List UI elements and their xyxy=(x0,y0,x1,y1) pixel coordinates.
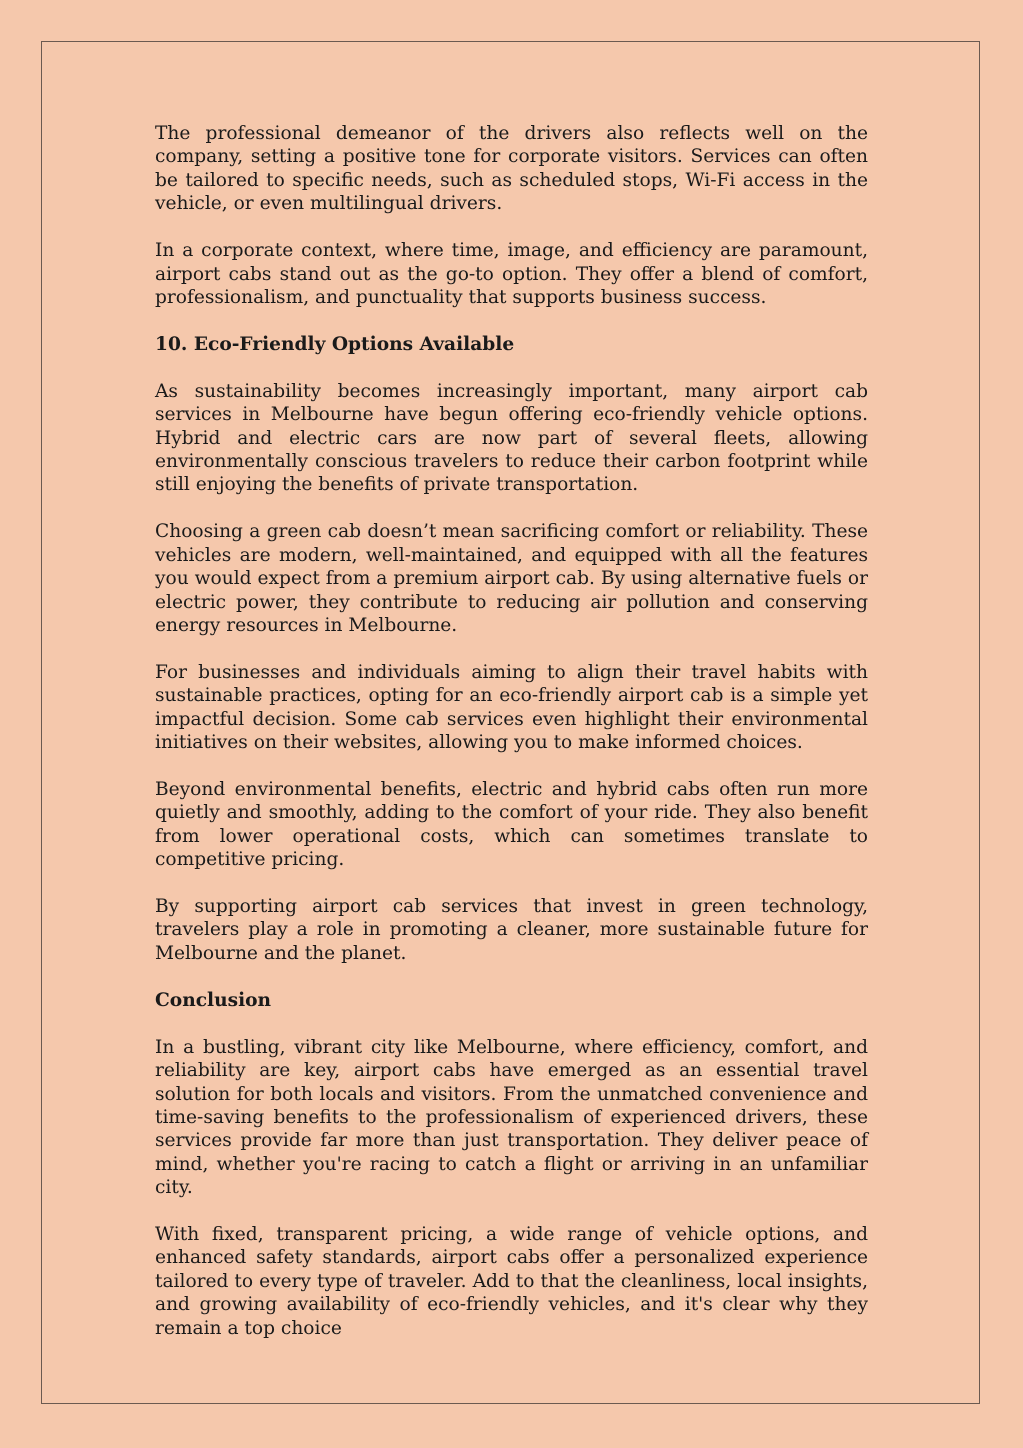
paragraph-green-technology: By supporting airport cab services that invest in green technology, travelers play a role in promoting a cleaner, more sustainable future for Melbourne and the planet. xyxy=(155,896,868,964)
paragraph-green-cab: Choosing a green cab doesn’t mean sacrificing comfort or reliability. These vehicles are modern, well-maintained, and equipped with all the features you would expect from a premium airport cab. By using alternative fuels or electric power, they contribute to reducing air pollution and conserving energy resources in Melbourne. xyxy=(155,521,868,636)
paragraph-conclusion-city: In a bustling, vibrant city like Melbourne, where efficiency, comfort, and reliability are key, airport cabs have emerged as an essential travel solution for both locals and visitors. From the unmatched convenience and time-saving benefits to the professionalism of experienced drivers, these services provide far more than just transportation. They deliver peace of mind, whether you're racing to catch a flight or arriving in an unfamiliar city. xyxy=(155,1036,868,1199)
paragraph-beyond-benefits: Beyond environmental benefits, electric and hybrid cabs often run more quietly and smoothly, adding to the comfort of your ride. They also benefit from lower operational costs, which can sometimes translate to competitive pricing. xyxy=(155,778,868,871)
heading-conclusion: Conclusion xyxy=(155,989,272,1011)
paragraph-businesses: For businesses and individuals aiming to align their travel habits with sustainable practices, opting for an eco-friendly airport cab is a simple yet impactful decision. Some cab services even highlight their environmental initiatives on their websites, allowing you to make informed choices. xyxy=(155,661,868,754)
document-body xyxy=(155,122,868,1364)
paragraph-corporate-context: In a corporate context, where time, image, and efficiency are paramount, airport cabs stand out as the go-to option. They offer a blend of comfort, professionalism, and punctuality that supports business success. xyxy=(155,240,868,308)
heading-eco-friendly: 10. Eco-Friendly Options Available xyxy=(155,333,515,355)
paragraph-sustainability: As sustainability becomes increasingly important, many airport cab services in Melbourne have begun offering eco-friendly vehicle options. Hybrid and electric cars are now part of several fleets, allowing environmentally conscious travelers to reduce their carbon footprint while still enjoying the benefits of private transportation. xyxy=(155,380,868,496)
paragraph-conclusion-pricing: With fixed, transparent pricing, a wide range of vehicle options, and enhanced safety standards, airport cabs offer a personalized experience tailored to every type of traveler. Add to that the cleanliness, local insights, and growing availability of eco-friendly vehicles, and it's clear why they remain a top choice xyxy=(155,1224,868,1339)
paragraph-driver-demeanor: The professional demeanor of the drivers also reflects well on the company, setting a positive tone for corporate visitors. Services can often be tailored to specific needs, such as scheduled stops, Wi-Fi access in the vehicle, or even multilingual drivers. xyxy=(155,123,868,215)
